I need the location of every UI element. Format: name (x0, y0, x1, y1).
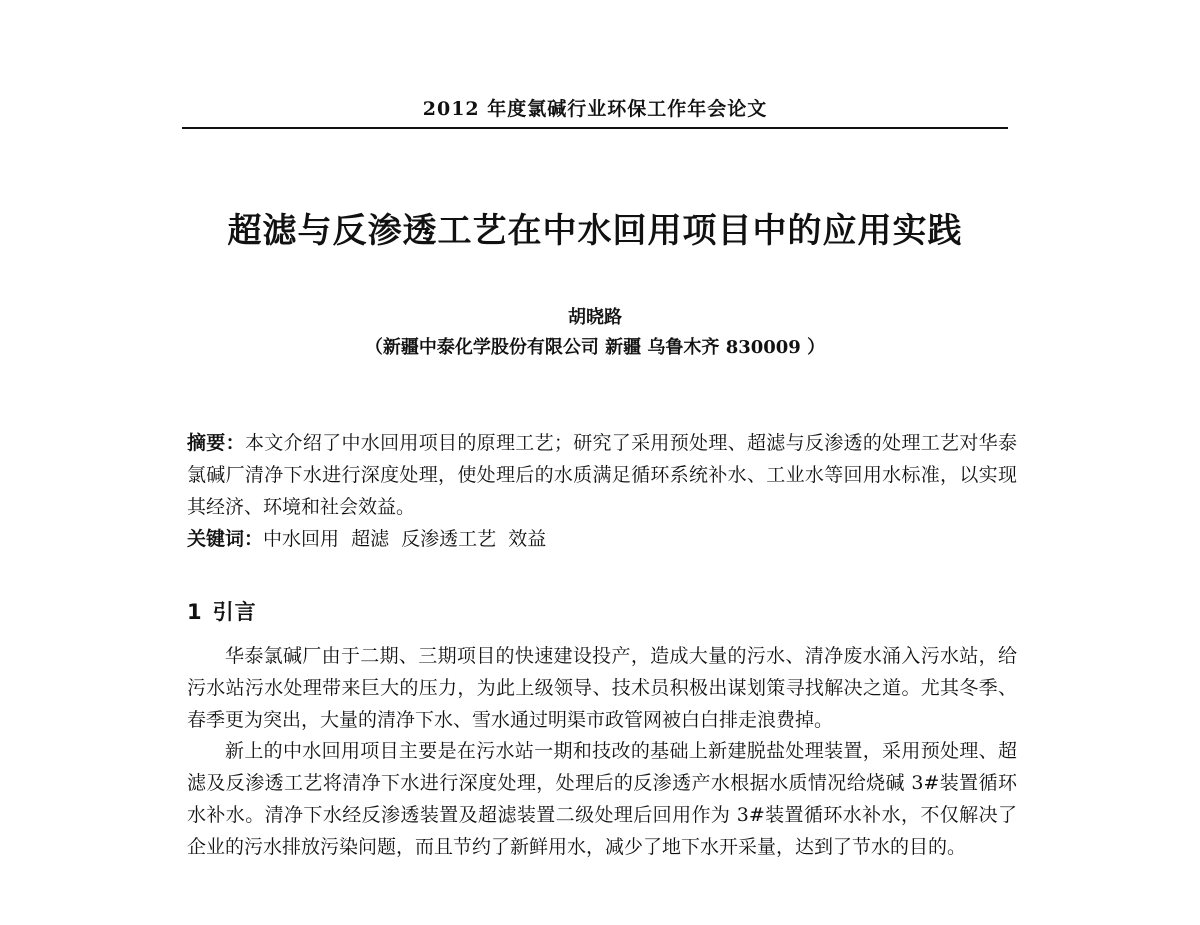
abstract (187, 427, 1017, 523)
body-paragraph: 华泰氯碱厂由于二期、三期项目的快速建设投产，造成大量的污水、清净废水涌入污水站，给污水站污水处理带来巨大的压力，为此上级领导、技术员积极出谋划策寻找解决之道。尤其冬季、春季更为突出，大量的清净下水、雪水通过明渠市政管网被白白排走浪费掉。 (187, 645, 1017, 731)
section-title: 引言 (212, 600, 257, 624)
author-name: 胡晓路 (568, 307, 622, 328)
keywords-label: 关键词： (187, 528, 264, 550)
article-title: 超滤与反渗透工艺在中水回用项目中的应用实践 (227, 211, 963, 251)
keywords-text: 中水回用 超滤 反渗透工艺 效益 (263, 528, 547, 550)
abstract-text: 本文介绍了中水回用项目的原理工艺；研究了采用预处理、超滤与反渗透的处理工艺对华泰氯碱厂清净下水进行深度处理，使处理后的水质满足循环系统补水、工业水等回用水标准，以实现其经济、环境和社会效益。 (187, 432, 1017, 518)
section-number: 1 (187, 600, 203, 624)
abstract-label: 摘要： (187, 432, 245, 454)
body-paragraph: 新上的中水回用项目主要是在污水站一期和技改的基础上新建脱盐处理装置，采用预处理、超滤及反渗透工艺将清净下水进行深度处理，处理后的反渗透产水根据水质情况给烧碱 3#装置循环水补水。清净下水经反渗透装置及超滤装置二级处理后回用作为 3#装置循环水补水，不仅解决了企业的污水排放污染问题，而且节约了新鲜用水，减少了地下水开采量，达到了节水的目的。 (187, 740, 1017, 858)
running-header: 2012 年度氯碱行业环保工作年会论文 (422, 98, 768, 120)
author-affiliation: （新疆中泰化学股份有限公司 新疆 乌鲁木齐 830009 ） (364, 337, 826, 358)
section-heading (187, 596, 257, 626)
header-rule (182, 127, 1008, 129)
keywords (187, 523, 1017, 555)
